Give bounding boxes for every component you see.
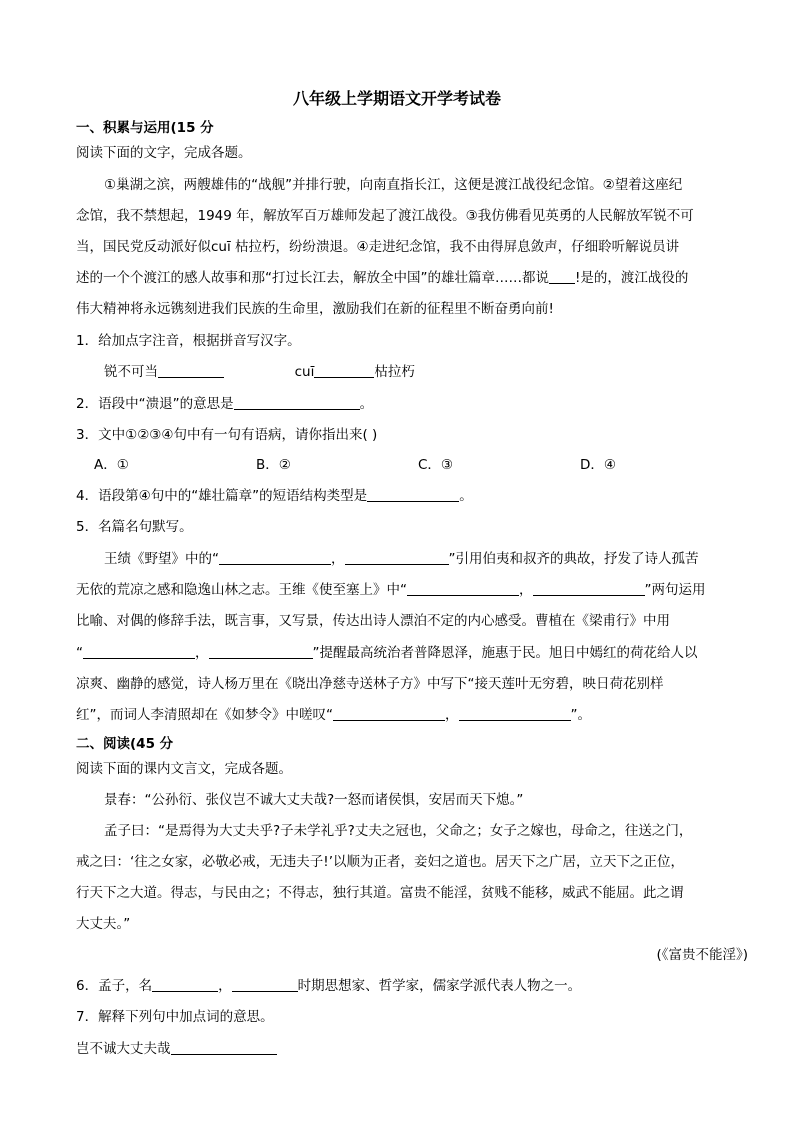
passage-line-5: 伟大精神将永远镌刻进我们民族的生命里，激励我们在新的征程里不断奋勇向前! <box>76 301 554 317</box>
passage-line-2: 念馆，我不禁想起，1949 年，解放军百万雄师发起了渡江战役。③我仿佛看见英勇的人民解放军锐不可 <box>76 208 694 224</box>
answer-blank[interactable] <box>407 581 519 596</box>
section2-instruction: 阅读下面的课内文言文，完成各题。 <box>76 761 292 777</box>
option-d[interactable]: D．④ <box>580 457 616 473</box>
question-7-item: 岂不诚大丈夫哉 <box>76 1039 277 1059</box>
classical-para-1: 景春：“公孙衍、张仪岂不诚大丈夫哉?一怒而诸侯惧，安居而天下熄。” <box>104 792 524 808</box>
classical-para-2-line-1: 孟子曰：“是焉得为大丈夫乎?子未学礼乎?丈夫之冠也，父命之；女子之嫁也，母命之，往送之门， <box>104 823 693 839</box>
section1-instruction: 阅读下面的文字，完成各题。 <box>76 145 252 161</box>
q5-line-5: 凉爽、幽静的感觉，诗人杨万里在《晓出净慈寺送林子方》中写下“接天莲叶无穷碧，映日荷花别样 <box>76 676 664 692</box>
answer-blank[interactable] <box>345 550 449 565</box>
question-3: 3．文中①②③④句中有一句有语病，请你指出来( ) <box>76 427 378 443</box>
question-2: 2．语段中“溃退”的意思是 。 <box>76 396 374 412</box>
q5-line-4: “ ， ”提醒最高统治者普降恩泽，施惠于民。旭日中嫣红的荷花给人以 <box>76 645 698 661</box>
question-1-items: 锐不可当 cuī 枯拉朽 <box>104 364 415 380</box>
q5-line-2: 无依的荒凉之感和隐逸山林之志。王维《使至塞上》中“ ， ”两句运用 <box>76 582 706 598</box>
answer-blank[interactable] <box>83 644 195 659</box>
answer-blank[interactable] <box>314 363 374 378</box>
answer-blank[interactable] <box>219 550 331 565</box>
answer-blank[interactable] <box>234 395 360 410</box>
question-7: 7．解释下列句中加点词的意思。 <box>76 1009 274 1025</box>
answer-blank[interactable] <box>232 977 298 992</box>
question-5: 5．名篇名句默写。 <box>76 519 193 535</box>
answer-blank[interactable] <box>171 1040 277 1055</box>
passage-line-4: 述的一个个渡江的感人故事和那“打过长江去，解放全中国”的雄壮篇章……都说 !是的，渡江战役的 <box>76 270 689 286</box>
answer-blank[interactable] <box>459 706 571 721</box>
section1-heading: 一、积累与运用(15 分 <box>76 120 214 136</box>
option-c[interactable]: C．③ <box>418 457 454 473</box>
q5-line-1: 王绩《野望》中的“ ， ”引用伯夷和叔齐的典故，抒发了诗人孤苦 <box>104 551 699 567</box>
classical-para-2-line-3: 行天下之大道。得志，与民由之；不得志，独行其道。富贵不能淫，贫贱不能移，威武不能屈。此之谓 <box>76 885 684 901</box>
passage-source: (《富贵不能淫》) <box>656 947 748 963</box>
classical-para-2-line-2: 戒之曰：‘往之女家，必敬必戒，无违夫子!’以顺为正者，妾妇之道也。居天下之广居，立天下之正位， <box>76 854 684 870</box>
q5-line-6: 红”，而词人李清照却在《如梦令》中嗟叹“ ， ”。 <box>76 707 591 723</box>
q5-line-3: 比喻、对偶的修辞手法，既言事，又写景，传达出诗人漂泊不定的内心感受。曹植在《梁甫行》中用 <box>76 613 670 629</box>
passage-line-1: ①巢湖之滨，两艘雄伟的“战舰”并排行驶，向南直指长江，这便是渡江战役纪念馆。②望着这座纪 <box>104 177 683 193</box>
answer-blank[interactable] <box>533 581 645 596</box>
answer-blank[interactable] <box>549 269 575 284</box>
answer-blank[interactable] <box>209 644 313 659</box>
classical-para-2-line-4: 大丈夫。” <box>76 916 131 932</box>
answer-blank[interactable] <box>367 487 459 502</box>
answer-blank[interactable] <box>152 977 218 992</box>
section2-heading: 二、阅读(45 分 <box>76 736 174 752</box>
page-title: 八年级上学期语文开学考试卷 <box>292 89 501 108</box>
question-6: 6．孟子，名 ， 时期思想家、哲学家，儒家学派代表人物之一。 <box>76 978 582 994</box>
question-1: 1．给加点字注音，根据拼音写汉字。 <box>76 333 301 349</box>
passage-line-3: 当，国民党反动派好似cuī 枯拉朽，纷纷溃退。④走进纪念馆，我不由得屏息敛声，仔细聆听解说员讲 <box>76 239 680 255</box>
answer-blank[interactable] <box>158 363 224 378</box>
question-4: 4．语段第④句中的“雄壮篇章”的短语结构类型是 。 <box>76 488 473 504</box>
option-a[interactable]: A．① <box>94 457 129 473</box>
option-b[interactable]: B．② <box>256 457 291 473</box>
answer-blank[interactable] <box>333 706 445 721</box>
